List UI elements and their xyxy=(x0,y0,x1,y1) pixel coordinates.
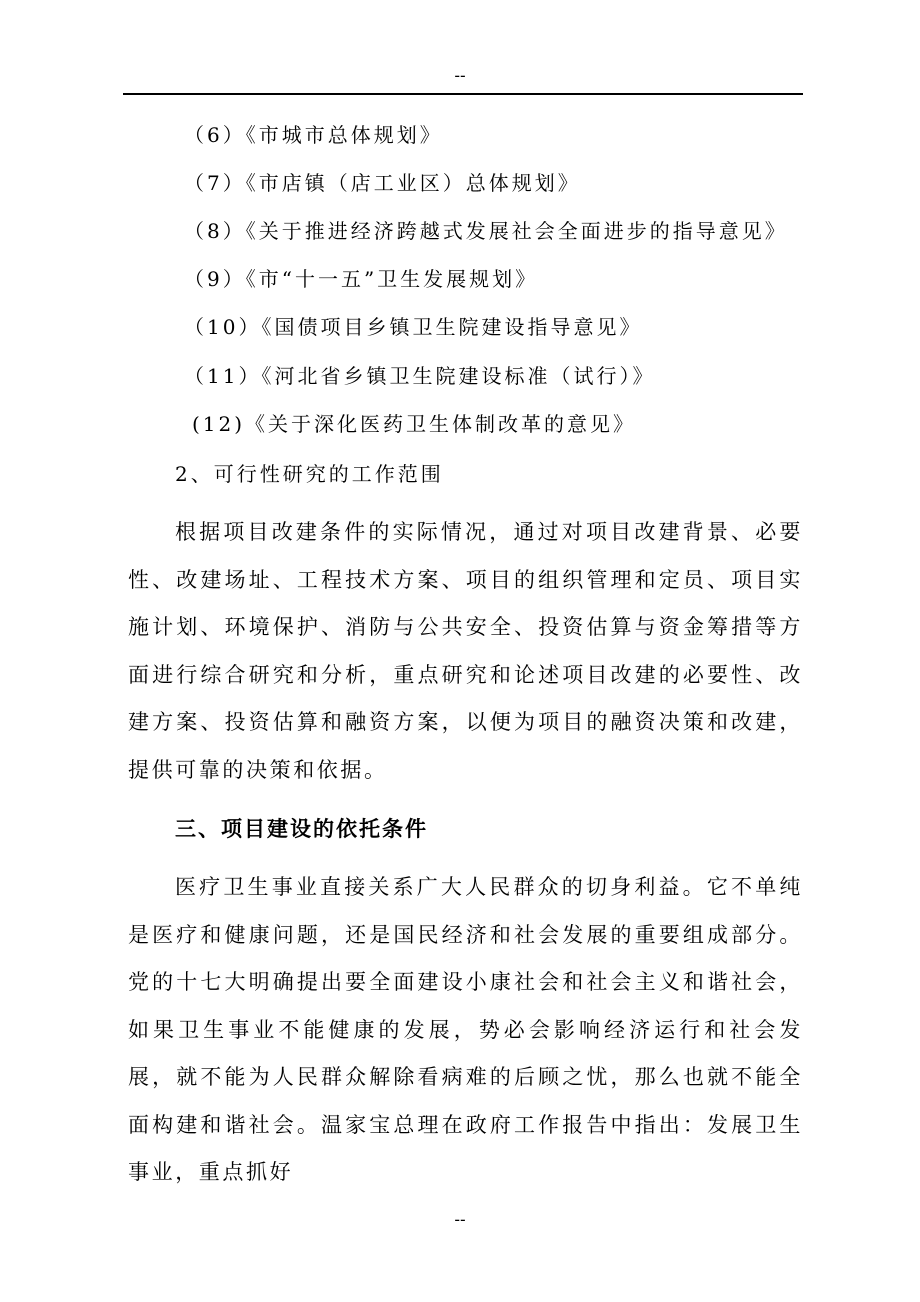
page-header-mark: -- xyxy=(454,66,466,85)
header-divider xyxy=(123,93,803,95)
reference-item-10: （10）《国债项目乡镇卫生院建设指导意见》 xyxy=(184,315,643,339)
reference-item-11: （11）《河北省乡镇卫生院建设标准（试行）》 xyxy=(184,364,656,388)
page-footer-mark: -- xyxy=(454,1210,466,1229)
reference-item-12: (12)《关于深化医药卫生体制改革的意见》 xyxy=(192,412,637,436)
section-3-heading: 三、项目建设的依托条件 xyxy=(175,817,428,841)
reference-item-6: （6）《市城市总体规划》 xyxy=(184,123,443,147)
reference-item-9: （9）《市“十一五”卫生发展规划》 xyxy=(184,267,539,291)
reference-item-7: （7）《市店镇（店工业区）总体规划》 xyxy=(184,171,581,195)
section-2-paragraph: 根据项目改建条件的实际情况，通过对项目改建背景、必要性、改建场址、工程技术方案、项目的组织管理和定员、项目实施计划、环境保护、消防与公共安全、投资估算与资金筹措等方面进行综合研究和分析，重点研究和论述项目改建的必要性、改建方案、投资估算和融资方案，以便为项目的融资决策和改建，提供可靠的决策和依据。 xyxy=(128,520,803,782)
section-3-paragraph: 医疗卫生事业直接关系广大人民群众的切身利益。它不单纯是医疗和健康问题，还是国民经济和社会发展的重要组成部分。党的十七大明确提出要全面建设小康社会和社会主义和谐社会，如果卫生事业不能健康的发展，势必会影响经济运行和社会发展，就不能为人民群众解除看病难的后顾之忧，那么也就不能全面构建和谐社会。温家宝总理在政府工作报告中指出：发展卫生事业，重点抓好 xyxy=(128,875,803,1184)
section-2-title: 2、可行性研究的工作范围 xyxy=(175,462,444,486)
reference-item-8: （8）《关于推进经济跨越式发展社会全面进步的指导意见》 xyxy=(184,219,788,243)
